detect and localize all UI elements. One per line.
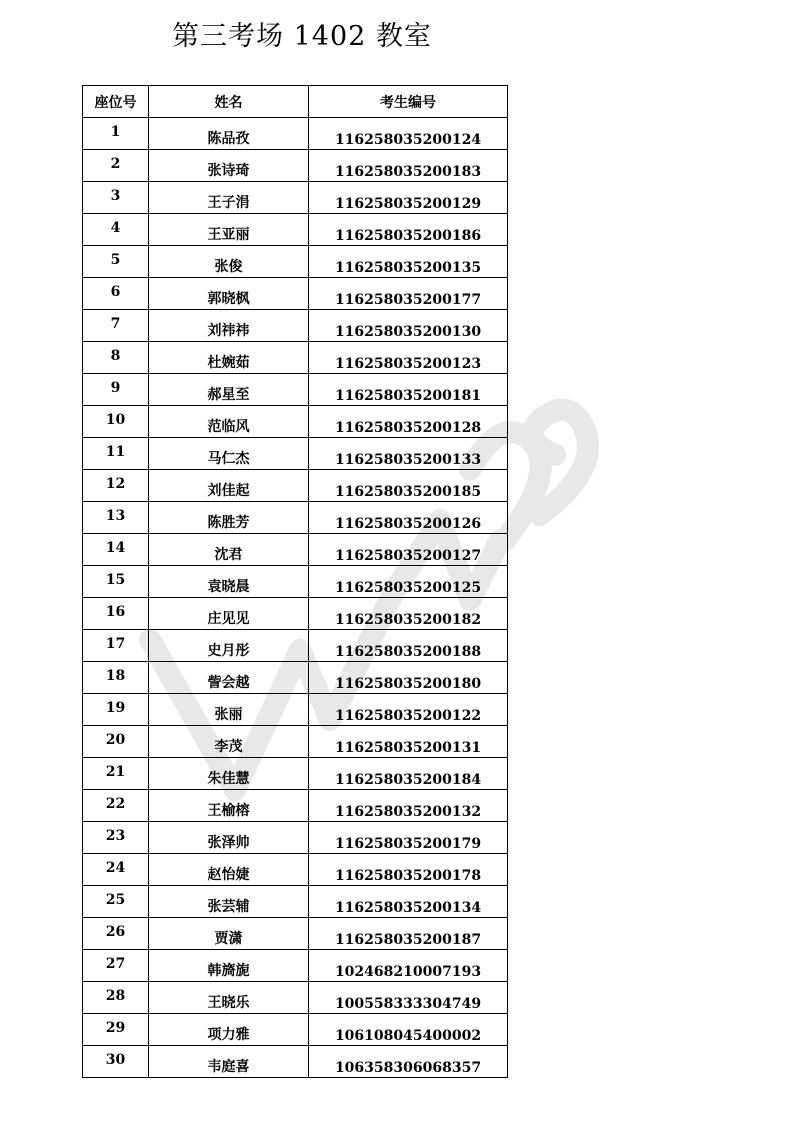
- table-row: [83, 790, 508, 822]
- seat-number-cell: 2: [83, 150, 149, 182]
- seat-number-cell: 6: [83, 278, 149, 310]
- seat-number-cell: 21: [83, 758, 149, 790]
- table-row: [83, 534, 508, 566]
- student-name-cell: 张诗琦: [149, 150, 309, 182]
- table-row: [83, 982, 508, 1014]
- exam-id-cell: 116258035200128: [309, 406, 508, 438]
- table-row: [83, 1046, 508, 1078]
- seat-number-cell: 7: [83, 310, 149, 342]
- exam-id-cell: 116258035200122: [309, 694, 508, 726]
- exam-id-cell: 116258035200131: [309, 726, 508, 758]
- table-row: [83, 150, 508, 182]
- exam-id-cell: 116258035200186: [309, 214, 508, 246]
- student-name-cell: 袁晓晨: [149, 566, 309, 598]
- table-row: [83, 470, 508, 502]
- exam-id-cell: 116258035200182: [309, 598, 508, 630]
- seat-number-cell: 5: [83, 246, 149, 278]
- seat-number-cell: 1: [83, 118, 149, 150]
- student-name-cell: 杜婉茹: [149, 342, 309, 374]
- seat-number-cell: 15: [83, 566, 149, 598]
- seat-number-cell: 20: [83, 726, 149, 758]
- exam-id-cell: 106108045400002: [309, 1014, 508, 1046]
- table-row: [83, 918, 508, 950]
- seat-number-cell: 26: [83, 918, 149, 950]
- exam-id-cell: 116258035200125: [309, 566, 508, 598]
- student-name-cell: 郝星至: [149, 374, 309, 406]
- exam-id-cell: 116258035200188: [309, 630, 508, 662]
- exam-roster-table: [82, 85, 508, 1078]
- table-row: [83, 598, 508, 630]
- exam-id-cell: 116258035200177: [309, 278, 508, 310]
- table-header-row: [83, 86, 508, 118]
- exam-id-cell: 100558333304749: [309, 982, 508, 1014]
- table-row: [83, 630, 508, 662]
- student-name-cell: 訾会越: [149, 662, 309, 694]
- seat-number-cell: 9: [83, 374, 149, 406]
- table-row: [83, 374, 508, 406]
- student-name-cell: 朱佳慧: [149, 758, 309, 790]
- exam-id-cell: 116258035200180: [309, 662, 508, 694]
- student-name-cell: 贾潇: [149, 918, 309, 950]
- seat-number-cell: 10: [83, 406, 149, 438]
- table-row: [83, 758, 508, 790]
- student-name-cell: 史月彤: [149, 630, 309, 662]
- student-name-cell: 张泽帅: [149, 822, 309, 854]
- table-row: [83, 182, 508, 214]
- exam-id-cell: 116258035200178: [309, 854, 508, 886]
- seat-number-cell: 17: [83, 630, 149, 662]
- student-name-cell: 项力雅: [149, 1014, 309, 1046]
- table-row: [83, 278, 508, 310]
- table-row: [83, 566, 508, 598]
- student-name-cell: 王榆榕: [149, 790, 309, 822]
- table-row: [83, 950, 508, 982]
- seat-number-cell: 25: [83, 886, 149, 918]
- student-name-cell: 沈君: [149, 534, 309, 566]
- exam-id-cell: 116258035200127: [309, 534, 508, 566]
- seat-number-cell: 28: [83, 982, 149, 1014]
- student-name-cell: 张丽: [149, 694, 309, 726]
- student-name-cell: 韩旖旎: [149, 950, 309, 982]
- seat-number-cell: 19: [83, 694, 149, 726]
- student-name-cell: 韦庭喜: [149, 1046, 309, 1078]
- seat-number-cell: 29: [83, 1014, 149, 1046]
- student-name-cell: 范临风: [149, 406, 309, 438]
- header-exam-id: 考生编号: [309, 86, 508, 118]
- student-name-cell: 郭晓枫: [149, 278, 309, 310]
- seat-number-cell: 18: [83, 662, 149, 694]
- table-row: [83, 438, 508, 470]
- student-name-cell: 庄见见: [149, 598, 309, 630]
- student-name-cell: 陈品孜: [149, 118, 309, 150]
- seat-number-cell: 11: [83, 438, 149, 470]
- table-row: [83, 310, 508, 342]
- exam-id-cell: 116258035200133: [309, 438, 508, 470]
- table-row: [83, 118, 508, 150]
- page-title: 第三考场 1402 教室: [172, 21, 432, 52]
- exam-id-cell: 116258035200179: [309, 822, 508, 854]
- seat-number-cell: 13: [83, 502, 149, 534]
- seat-number-cell: 23: [83, 822, 149, 854]
- seat-number-cell: 4: [83, 214, 149, 246]
- exam-id-cell: 116258035200183: [309, 150, 508, 182]
- student-name-cell: 马仁杰: [149, 438, 309, 470]
- student-name-cell: 张俊: [149, 246, 309, 278]
- student-name-cell: 王晓乐: [149, 982, 309, 1014]
- exam-id-cell: 116258035200184: [309, 758, 508, 790]
- table-row: [83, 502, 508, 534]
- exam-id-cell: 116258035200132: [309, 790, 508, 822]
- student-name-cell: 刘祎祎: [149, 310, 309, 342]
- exam-id-cell: 116258035200185: [309, 470, 508, 502]
- table-row: [83, 342, 508, 374]
- table-row: [83, 662, 508, 694]
- seat-number-cell: 30: [83, 1046, 149, 1078]
- student-name-cell: 陈胜芳: [149, 502, 309, 534]
- table-body: [83, 118, 508, 1078]
- table-row: [83, 726, 508, 758]
- table-row: [83, 246, 508, 278]
- exam-id-cell: 116258035200181: [309, 374, 508, 406]
- student-name-cell: 张芸辅: [149, 886, 309, 918]
- exam-id-cell: 116258035200123: [309, 342, 508, 374]
- student-name-cell: 王子涓: [149, 182, 309, 214]
- table-row: [83, 886, 508, 918]
- seat-number-cell: 27: [83, 950, 149, 982]
- table-row: [83, 694, 508, 726]
- table-row: [83, 822, 508, 854]
- exam-id-cell: 106358306068357: [309, 1046, 508, 1078]
- table-row: [83, 406, 508, 438]
- student-name-cell: 王亚丽: [149, 214, 309, 246]
- seat-number-cell: 24: [83, 854, 149, 886]
- student-name-cell: 刘佳起: [149, 470, 309, 502]
- exam-id-cell: 116258035200130: [309, 310, 508, 342]
- exam-id-cell: 116258035200129: [309, 182, 508, 214]
- exam-id-cell: 116258035200134: [309, 886, 508, 918]
- exam-id-cell: 116258035200135: [309, 246, 508, 278]
- table-row: [83, 854, 508, 886]
- seat-number-cell: 3: [83, 182, 149, 214]
- exam-id-cell: 116258035200126: [309, 502, 508, 534]
- exam-id-cell: 116258035200187: [309, 918, 508, 950]
- student-name-cell: 赵怡婕: [149, 854, 309, 886]
- header-name: 姓名: [149, 86, 309, 118]
- student-name-cell: 李茂: [149, 726, 309, 758]
- table-row: [83, 214, 508, 246]
- header-seat: 座位号: [83, 86, 149, 118]
- seat-number-cell: 16: [83, 598, 149, 630]
- seat-number-cell: 14: [83, 534, 149, 566]
- exam-id-cell: 116258035200124: [309, 118, 508, 150]
- seat-number-cell: 12: [83, 470, 149, 502]
- seat-number-cell: 8: [83, 342, 149, 374]
- seat-number-cell: 22: [83, 790, 149, 822]
- table-row: [83, 1014, 508, 1046]
- exam-id-cell: 102468210007193: [309, 950, 508, 982]
